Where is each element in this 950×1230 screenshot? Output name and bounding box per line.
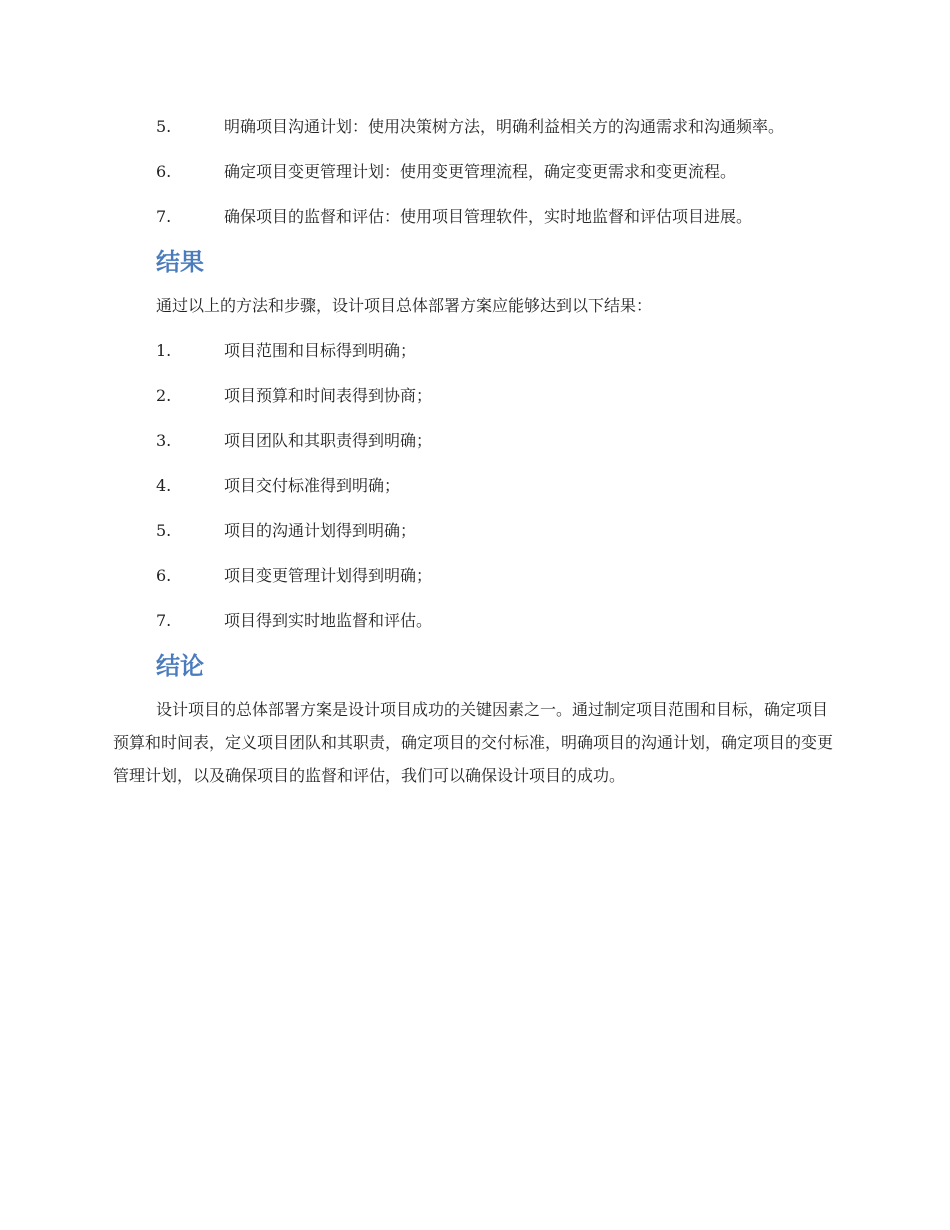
conclusion-paragraph: 设计项目的总体部署方案是设计项目成功的关键因素之一。通过制定项目范围和目标，确定项目预算和时间表，定义项目团队和其职责，确定项目的交付标准，明确项目的沟通计划，确定项目的变更管理计划，以及确保项目的监督和评估，我们可以确保设计项目的成功。: [113, 700, 834, 785]
results-intro: 通过以上的方法和步骤，设计项目总体部署方案应能够达到以下结果：: [156, 296, 653, 315]
list-text: 项目团队和其职责得到明确；: [224, 431, 433, 450]
list-text: 项目的沟通计划得到明确；: [224, 521, 417, 540]
list-item: [113, 514, 841, 547]
list-item: [113, 424, 841, 457]
list-number: 3.: [156, 431, 172, 450]
list-text: 项目得到实时地监督和评估。: [224, 611, 433, 630]
list-number: 1.: [156, 341, 172, 360]
list-item: [113, 559, 841, 592]
list-item: [113, 110, 841, 143]
list-text: 项目交付标准得到明确；: [224, 476, 401, 495]
list-number: 6.: [156, 566, 172, 585]
list-number: 4.: [156, 476, 172, 495]
list-text: 项目变更管理计划得到明确；: [224, 566, 433, 585]
list-item: [113, 334, 841, 367]
list-number: 6.: [156, 162, 172, 181]
list-text: 确定项目变更管理计划：使用变更管理流程，确定变更需求和变更流程。: [224, 162, 737, 181]
list-number: 5.: [156, 521, 172, 540]
list-item: [113, 379, 841, 412]
list-text: 项目预算和时间表得到协商；: [224, 386, 433, 405]
list-item: [113, 200, 841, 233]
list-text: 项目范围和目标得到明确；: [224, 341, 417, 360]
list-number: 7.: [156, 207, 172, 226]
list-item: [113, 604, 841, 637]
list-item: [113, 469, 841, 502]
page-content: [113, 110, 841, 804]
list-text: 明确项目沟通计划：使用决策树方法，明确利益相关方的沟通需求和沟通频率。: [224, 117, 785, 136]
list-item: [113, 155, 841, 188]
results-heading: 结果: [156, 248, 204, 276]
list-number: 7.: [156, 611, 172, 630]
list-number: 5.: [156, 117, 172, 136]
conclusion-heading: 结论: [156, 652, 204, 680]
list-number: 2.: [156, 386, 172, 405]
list-text: 确保项目的监督和评估：使用项目管理软件，实时地监督和评估项目进展。: [224, 207, 753, 226]
